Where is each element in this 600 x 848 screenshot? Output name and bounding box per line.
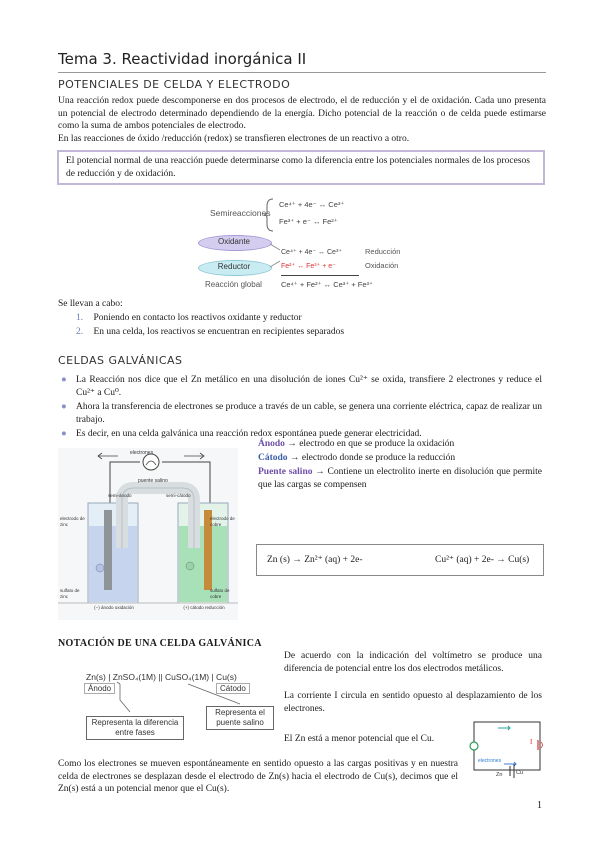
- sum-line: [281, 275, 359, 276]
- oxidante-label: Oxidante: [217, 237, 251, 246]
- list-item: [76, 326, 344, 339]
- oxidation-eq: Fe²⁺ ↔ Fe³⁺ + e⁻: [281, 263, 336, 270]
- semi-anodo-label: semi-ánodo: [108, 493, 132, 498]
- section-heading-celdas: CELDAS GALVÁNICAS: [58, 354, 183, 367]
- sulfato-zinc-label: sulfato de zinc: [60, 588, 80, 599]
- mini-zn-label: Zn: [496, 772, 503, 778]
- definition-text: → electrodo en que se produce la oxidación: [287, 439, 455, 449]
- mini-current-label: I: [530, 738, 533, 746]
- global-eq: Ce⁴⁺ + Fe²⁺ ↔ Ce³⁺ + Fe³⁺: [281, 280, 373, 289]
- half-reactions-box: [256, 544, 544, 576]
- definition-puente: [258, 466, 542, 491]
- link-lines: [270, 240, 280, 270]
- bullet-text: Es decir, en una celda galvánica una reacción redox espontánea puede generar electricidad.: [76, 429, 422, 439]
- bullet-icon: ●: [61, 402, 67, 412]
- catodo-tag: Cátodo: [216, 683, 250, 694]
- semireaction-ce: Ce⁴⁺ + 4e⁻ ↔ Ce³⁺: [279, 200, 345, 209]
- cathode-reaction: Cu²⁺ (aq) + 2e- → Cu(s): [435, 555, 530, 565]
- electrones-label: electrones: [130, 450, 154, 456]
- bullet-text: Ahora la transferencia de electrones se produce a través de un cable, se genera una corriente eléctrica, capaz de realizar un trabajo.: [76, 402, 542, 425]
- sulfato-cobre-label: sulfato de cobre: [210, 588, 230, 599]
- oxidacion-label: Oxidación: [365, 261, 399, 270]
- term-puente: Puente salino: [258, 467, 313, 477]
- steps-intro: Se llevan a cabo:: [58, 299, 123, 309]
- list-text: Poniendo en contacto los reactivos oxidante y reductor: [93, 313, 302, 323]
- paragraph-conclusion: Como los electrones se mueven espontáneamente en sentido opuesto a las cargas positivas y en nuestra celda de electrones se desplazan desde el electrodo de Zn(s) hacia el electrodo de Cu(s), decimos que el Zn(s) está a un potencial menor que el Cu(s).: [58, 759, 458, 794]
- semireaction-fe: Fe³⁺ + e⁻ ↔ Fe²⁺: [279, 217, 338, 226]
- section-heading-notacion: NOTACIÓN DE UNA CELDA GALVÁNICA: [58, 638, 262, 649]
- list-number: 1.: [76, 313, 84, 323]
- list-item: [61, 374, 542, 399]
- list-text: En una celda, los reactivos se encuentran en recipientes separados: [93, 327, 345, 337]
- mini-circuit-diagram: [468, 720, 546, 780]
- circuit-drawing: [468, 720, 546, 780]
- salt-bridge-box: Representa el puente salino: [206, 706, 274, 730]
- highlight-box: El potencial normal de una reacción puede determinarse como la diferencia entre los potenciales normales de los procesos de reducción y de oxidación.: [57, 150, 545, 185]
- mini-cu-label: Cu: [516, 770, 524, 776]
- galvanic-cell-illustration: [58, 448, 238, 620]
- electrodo-cobre-label: electrodo de cobre: [210, 516, 235, 527]
- phase-boundary-box: Representa la diferencia entre fases: [86, 716, 184, 740]
- paragraph-redox: Una reacción redox puede descomponerse en dos procesos de electrodo, el de reducción y el de oxidación. Cada uno presenta un potencial de electrodo determinado dependiendo de la energía. Dicho potencial de la reacción o de celda puede estimarse como la suma de ambos potenciales de electrodo.: [58, 96, 546, 131]
- catodo-caption: (+) cátodo reducción: [183, 605, 225, 610]
- section-heading-potenciales: POTENCIALES DE CELDA Y ELECTRODO: [58, 78, 291, 91]
- anode-reaction: Zn (s) → Zn²⁺ (aq) + 2e-: [267, 555, 363, 565]
- definition-text: → electrodo donde se produce la reducción: [289, 453, 456, 463]
- title-rule: [58, 72, 546, 73]
- anodo-tag: Ánodo: [84, 683, 115, 694]
- page-title: Tema 3. Reactividad inorgánica II: [58, 50, 307, 68]
- cell-notation: Zn(s) | ZnSO₄(1M) || CuSO₄(1M) | Cu(s): [86, 672, 237, 682]
- definition-text: → Contiene un electrolito inerte en disolución que permite que las cargas se compensen: [258, 467, 543, 490]
- redox-diagram: [195, 192, 435, 292]
- anodo-caption: (−) ánodo oxidación: [94, 605, 134, 610]
- brace-icon: [263, 198, 275, 232]
- definition-anodo: [258, 438, 542, 451]
- semireacciones-label: Semireacciones: [210, 208, 271, 218]
- mini-electrones-label: electrones: [478, 758, 502, 764]
- page-number: 1: [537, 800, 542, 811]
- paragraph-voltimetro: De acuerdo con la indicación del voltímetro se produce una diferencia de potencial entre los dos electrodos metálicos.: [284, 651, 542, 674]
- semi-catodo-label: semi-cátodo: [166, 493, 191, 498]
- paragraph-corriente: La corriente I circula en sentido opuesto al desplazamiento de los electrones.: [284, 691, 542, 714]
- bullet-icon: ●: [61, 375, 67, 385]
- paragraph-potencial: El Zn está a menor potencial que el Cu.: [284, 734, 435, 744]
- notation-diagram: [80, 660, 280, 760]
- bullet-icon: ●: [61, 429, 67, 439]
- list-item: [61, 401, 542, 426]
- puente-salino-label: puente salino: [138, 478, 168, 484]
- electrodo-zinc-label: electrodo de zinc: [60, 516, 85, 527]
- list-item: [76, 312, 302, 325]
- paragraph-transfer: En las reacciones de óxido /reducción (redox) se transfieren electrones de un reactivo a otro.: [58, 134, 410, 144]
- reductor-label: Reductor: [217, 262, 251, 271]
- list-number: 2.: [76, 327, 84, 337]
- reduccion-label: Reducción: [365, 247, 401, 256]
- bullet-text: La Reacción nos dice que el Zn metálico en una disolución de iones Cu²⁺ se oxida, transfiere 2 electrones y reduce el Cu²⁺ a Cu⁰.: [76, 375, 542, 398]
- global-label: Reacción global: [205, 280, 262, 289]
- term-catodo: Cátodo: [258, 453, 288, 463]
- definition-catodo: [258, 452, 542, 465]
- term-anodo: Ánodo: [258, 439, 285, 449]
- reduction-eq: Ce⁴⁺ + 4e⁻ ↔ Ce³⁺: [281, 249, 342, 256]
